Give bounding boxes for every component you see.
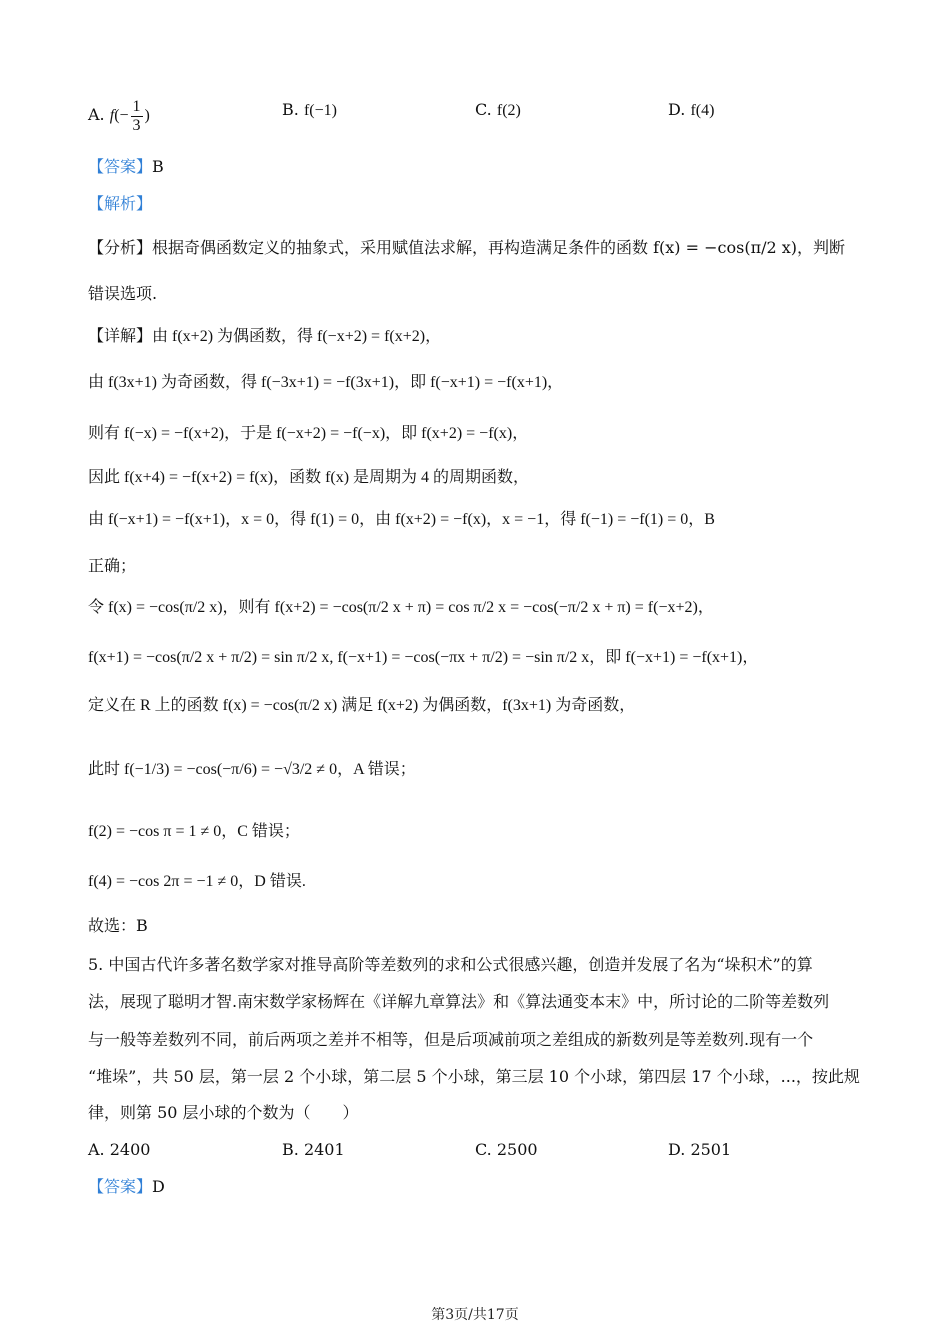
fenxi-line-2: 错误选项. [88,284,158,303]
detail-line-3: 则有 f(−x) = −f(x+2)，于是 f(−x+2) = −f(−x)，即 f(x+2) = −f(x)， [88,425,529,442]
q5-line-1: 5. 中国古代许多著名数学家对推导高阶等差数列的求和公式很感兴趣，创造并发展了名为“垛积术”的算 [88,955,813,974]
detail-line-12: f(4) = −cos 2π = −1 ≠ 0，D 错误. [88,873,306,890]
analysis-heading: 【解析】 [88,194,153,213]
conclusion-line: 故选：B [88,916,148,935]
q5-line-4: “堆垛”，共 50 层，第一层 2 个小球，第二层 5 个小球，第三层 10 个小球，第四层 17 个小球，...，按此规 [88,1067,860,1086]
detail-line-11: f(2) = −cos π = 1 ≠ 0，C 错误； [88,823,300,840]
detail-line-4: 因此 f(x+4) = −f(x+2) = f(x)，函数 f(x) 是周期为 4 的周期函数， [88,469,530,486]
detail-line-1: 【详解】由 f(x+2) 为偶函数，得 f(−x+2) = f(x+2)， [88,326,442,345]
detail-line-7: 令 f(x) = −cos(π/2 x)，则有 f(x+2) = −cos(π/2 x + π) = cos π/2 x = −cos(−π/2 x + π) = f(−x+2)， [88,599,714,616]
option-c: C. f(2) [475,100,521,119]
answer-q5: 【答案】D [88,1177,165,1196]
option-d: D. f(4) [668,100,715,119]
detail-line-10: 此时 f(−1/3) = −cos(−π/6) = −√3/2 ≠ 0，A 错误； [88,761,416,778]
detail-line-6: 正确； [88,556,137,575]
q5-option-d: D. 2501 [668,1140,732,1159]
fenxi-line: 【分析】根据奇偶函数定义的抽象式，采用赋值法求解，再构造满足条件的函数 f(x) = −cos(π/2 x)，判断 [88,238,846,257]
answer-q4: 【答案】B [88,157,164,176]
option-a: A. f(− $\frac{1}{3}$ ) [88,98,150,134]
q5-line-5: 律，则第 50 层小球的个数为（ ） [88,1103,359,1122]
q5-line-2: 法，展现了聪明才智.南宋数学家杨辉在《详解九章算法》和《算法通变本末》中，所讨论的二阶等差数列 [88,992,830,1011]
q5-option-b: B. 2401 [282,1140,345,1159]
q5-line-3: 与一般等差数列不同，前后两项之差并不相等，但是后项减前项之差组成的新数列是等差数列.现有一个 [88,1030,814,1049]
option-a-expr: f(− $\frac{1}{3}$ ) [109,98,150,134]
page-footer: 第3页/共17页 [431,1307,519,1323]
q5-option-a: A. 2400 [88,1140,151,1159]
q5-option-c: C. 2500 [475,1140,538,1159]
detail-line-8: f(x+1) = −cos(π/2 x + π/2) = sin π/2 x, f(−x+1) = −cos(−πx + π/2) = −sin π/2 x，即 f(−x+1) = −f(x+1)， [88,649,759,666]
detail-line-9: 定义在 R 上的函数 f(x) = −cos(π/2 x) 满足 f(x+2) 为偶函数，f(3x+1) 为奇函数， [88,697,636,714]
detail-line-5: 由 f(−x+1) = −f(x+1)，x = 0，得 f(1) = 0，由 f(x+2) = −f(x)，x = −1，得 f(−1) = −f(1) = 0，B [88,511,715,528]
option-b: B. f(−1) [282,100,337,119]
detail-line-2: 由 f(3x+1) 为奇函数，得 f(−3x+1) = −f(3x+1)，即 f(−x+1) = −f(x+1)， [88,374,564,391]
